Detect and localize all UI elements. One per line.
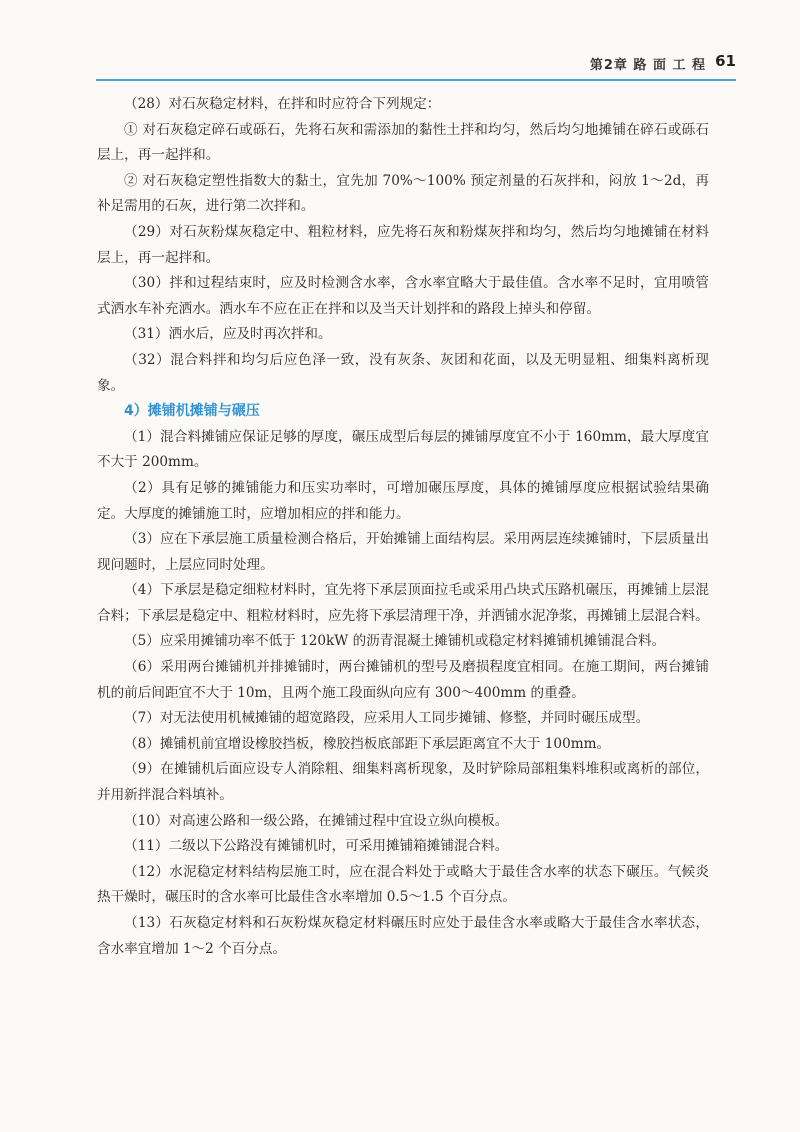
chapter-title: 第2章 路 面 工 程 (589, 58, 706, 73)
paragraph: （8）摊铺机前宜增设橡胶挡板，橡胶挡板底部距下承层距离宜不大于 100mm。 (124, 735, 611, 752)
paragraph: ② 对石灰稳定塑性指数大的黏土，宜先加 70%～100% 预定剂量的石灰拌和，闷放 1～2d，再补足需用的石灰，进行第二次拌和。 (97, 172, 709, 215)
paragraph: （3）应在下承层施工质量检测合格后，开始摊铺上面结构层。采用两层连续摊铺时，下层质量出现问题时，上层应同时处理。 (97, 531, 709, 573)
paragraph: （2）具有足够的摊铺能力和压实功率时，可增加碾压厚度，具体的摊铺厚度应根据试验结果确定。大厚度的摊铺施工时，应增加相应的拌和能力。 (97, 479, 709, 522)
section-heading: 4）摊铺机摊铺与碾压 (124, 403, 260, 420)
paragraph: （4）下承层是稳定细粒材料时，宜先将下承层顶面拉毛或采用凸块式压路机碾压，再摊铺上层混合料；下承层是稳定中、粗粒材料时，应先将下承层清理干净，并洒铺水泥净浆，再摊铺上层混合料。 (97, 582, 709, 624)
paragraph: ① 对石灰稳定碎石或砾石，先将石灰和需添加的黏性土拌和均匀，然后均匀地摊铺在碎石或砾石层上，再一起拌和。 (97, 121, 709, 164)
paragraph: （13）石灰稳定材料和石灰粉煤灰稳定材料碾压时应处于最佳含水率或略大于最佳含水率状态，含水率宜增加 1～2 个百分点。 (97, 915, 709, 957)
page-header (0, 52, 800, 78)
paragraph: （10）对高速公路和一级公路，在摊铺过程中宜设立纵向模板。 (124, 812, 509, 829)
page-body (97, 92, 709, 962)
page-number: 61 (715, 52, 736, 70)
paragraph: （1）混合料摊铺应保证足够的厚度，碾压成型后每层的摊铺厚度宜不小于 160mm，最大厚度宜不大于 200mm。 (97, 428, 709, 471)
paragraph: （5）应采用摊铺功率不低于 120kW 的沥青混凝土摊铺机或稳定材料摊铺机摊铺混合料。 (124, 633, 666, 650)
paragraph: （28）对石灰稳定材料，在拌和时应符合下列规定： (124, 96, 441, 112)
paragraph: （32）混合料拌和均匀后应色泽一致，没有灰条、灰团和花面，以及无明显粗、细集料离析现象。 (97, 351, 709, 394)
paragraph: （6）采用两台摊铺机并排摊铺时，两台摊铺机的型号及磨损程度宜相同。在施工期间，两台摊铺机的前后间距宜不大于 10m，且两个施工段面纵向应有 300～400mm 的重叠。 (97, 659, 709, 701)
header-rule (96, 79, 736, 81)
paragraph: （12）水泥稳定材料结构层施工时，应在混合料处于或略大于最佳含水率的状态下碾压。气候炎热干燥时，碾压时的含水率可比最佳含水率增加 0.5～1.5 个百分点。 (97, 863, 709, 906)
paragraph: （31）洒水后，应及时再次拌和。 (124, 326, 332, 343)
paragraph: （29）对石灰粉煤灰稳定中、粗粒材料，应先将石灰和粉煤灰拌和均匀，然后均匀地摊铺在材料层上，再一起拌和。 (97, 223, 709, 266)
paragraph: （7）对无法使用机械摊铺的超宽路段，应采用人工同步摊铺、修整，并同时碾压成型。 (124, 710, 650, 727)
paragraph: （9）在摊铺机后面应设专人消除粗、细集料离析现象，及时铲除局部粗集料堆积或离析的部位，并用新拌混合料填补。 (97, 761, 709, 804)
paragraph: （11）二级以下公路没有摊铺机时，可采用摊铺箱摊铺混合料。 (124, 838, 509, 855)
paragraph: （30）拌和过程结束时，应及时检测含水率，含水率宜略大于最佳值。含水率不足时，宜用喷管式洒水车补充洒水。洒水车不应在正在拌和以及当天计划拌和的路段上掉头和停留。 (97, 275, 709, 317)
